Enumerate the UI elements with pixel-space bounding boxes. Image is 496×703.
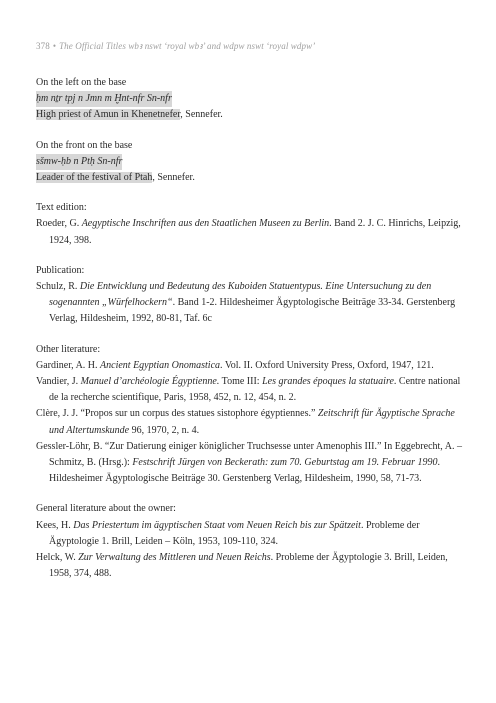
entry-title: Manuel d’archéologie Égyptienne. [80, 376, 220, 388]
translation-highlight: High priest of Amun in Khenetnefer [36, 109, 181, 121]
entry-details: . Probleme der Ägyptologie 3. Brill, Leiden, 1958, 374, 488. [49, 552, 448, 580]
general-literature-section [36, 501, 466, 582]
entry-author: Gessler-Löhr, B. “Zur Datierung einiger königlicher Truchsesse unter Amenophis III.” In Eggebrecht, A. – Schmitz, B. (Hrsg.): [36, 440, 462, 469]
entry-author: Gardiner, A. H. [36, 359, 101, 371]
page-number: 378 [36, 41, 50, 51]
translation-rest: , Sennefer. [180, 109, 223, 121]
inscription-translation [36, 107, 466, 123]
inscription-transliteration: ḥm nṯr tpj n Jmn m Ḫnt-nfr Sn-nfr [36, 91, 172, 107]
bibliography-entry [36, 279, 466, 328]
entry-title: Zur Verwaltung des Mittleren und Neuen Reichs [78, 552, 271, 564]
entry-author: Helck, W. [36, 552, 79, 564]
entry-author: Clère, J. J. “Propos sur un corpus des statues sistophore égyptiennes.” [36, 408, 318, 420]
bullet-separator: • [52, 41, 57, 51]
entry-title: Zeitschrift für Ägyptische Sprache und Altertumskunde [49, 408, 455, 436]
entry-title: Das Priestertum im ägyptischen Staat vom Neuen Reich bis zur Spätzeit [73, 519, 361, 531]
entry-details: . Vol. II. Oxford University Press, Oxford, 1947, 121. [220, 359, 434, 371]
entry-details: . Band 2. J. C. Hinrichs, Leipzig, 1924, 398. [49, 218, 461, 246]
other-literature-section [36, 342, 466, 488]
entry-title: Ancient Egyptian Onomastica [100, 359, 221, 371]
inscription-transliteration: sšmw-ḥb n Ptḥ Sn-nfr [36, 154, 122, 170]
page-content [36, 75, 466, 582]
inscription-label: On the front on the base [36, 139, 133, 151]
inscription-label: On the left on the base [36, 77, 127, 88]
bibliography-entry [36, 374, 466, 406]
bibliography-entry [36, 406, 466, 438]
entry-subtitle: Les grandes époques la statuaire [262, 376, 394, 388]
running-head [36, 41, 466, 52]
entry-author: Vandier, J. [36, 376, 81, 388]
entry-title: Aegyptische Inschriften aus den Staatlichen Museen zu Berlin [81, 218, 330, 230]
translation-highlight: Leader of the festival of Ptah [36, 172, 153, 184]
bibliography-entry [36, 518, 466, 550]
section-heading: General literature about the owner: [36, 503, 176, 515]
inscription-translation [36, 170, 466, 186]
entry-author: Kees, H. [36, 519, 74, 531]
section-heading: Publication: [36, 264, 85, 276]
bibliography-entry [36, 358, 466, 374]
entry-details: . Hildesheimer Ägyptologische Beiträge 30. Gerstenberg Verlag, Hildesheim, 1990, 58, 71-73. [49, 457, 440, 485]
inscription-base-left [36, 75, 466, 124]
entry-details: . Band 1-2. Hildesheimer Ägyptologische Beiträge 33-34. Gerstenberg Verlag, Hildesheim, 1992, 80-81, Taf. 6c [49, 297, 456, 325]
inscription-base-front [36, 138, 466, 187]
bibliography-entry [36, 216, 466, 248]
entry-title: Festschrift Jürgen von Beckerath: zum 70. Geburtstag am 19. Februar 1990 [132, 457, 438, 469]
entry-details: . Centre national de la recherche scientifique, Paris, 1958, 452, n. 12, 454, n. 2. [49, 376, 461, 404]
entry-title: Die Entwicklung und Bedeutung des Kuboiden Statuentypus. Eine Untersuchung zu den sogenannten „Würfelhockern“ [49, 281, 432, 309]
running-title: The Official Titles wbꜣ nswt ‘royal wbꜣ’ and wdpw nswt ‘royal wdpw’ [59, 41, 316, 51]
section-heading: Other literature: [36, 343, 101, 355]
section-heading: Text edition: [36, 202, 87, 214]
translation-rest: , Sennefer. [152, 172, 195, 184]
bibliography-entry [36, 550, 466, 582]
entry-author: Schulz, R. [36, 281, 80, 293]
entry-details: . Probleme der Ägyptologie 1. Brill, Leiden – Köln, 1953, 109-110, 324. [49, 519, 420, 547]
text-edition-section [36, 200, 466, 249]
entry-details: 96, 1970, 2, n. 4. [129, 424, 200, 436]
entry-author: Roeder, G. [36, 218, 82, 230]
publication-section [36, 263, 466, 328]
entry-volume: Tome III: [219, 376, 263, 388]
bibliography-entry [36, 439, 466, 488]
